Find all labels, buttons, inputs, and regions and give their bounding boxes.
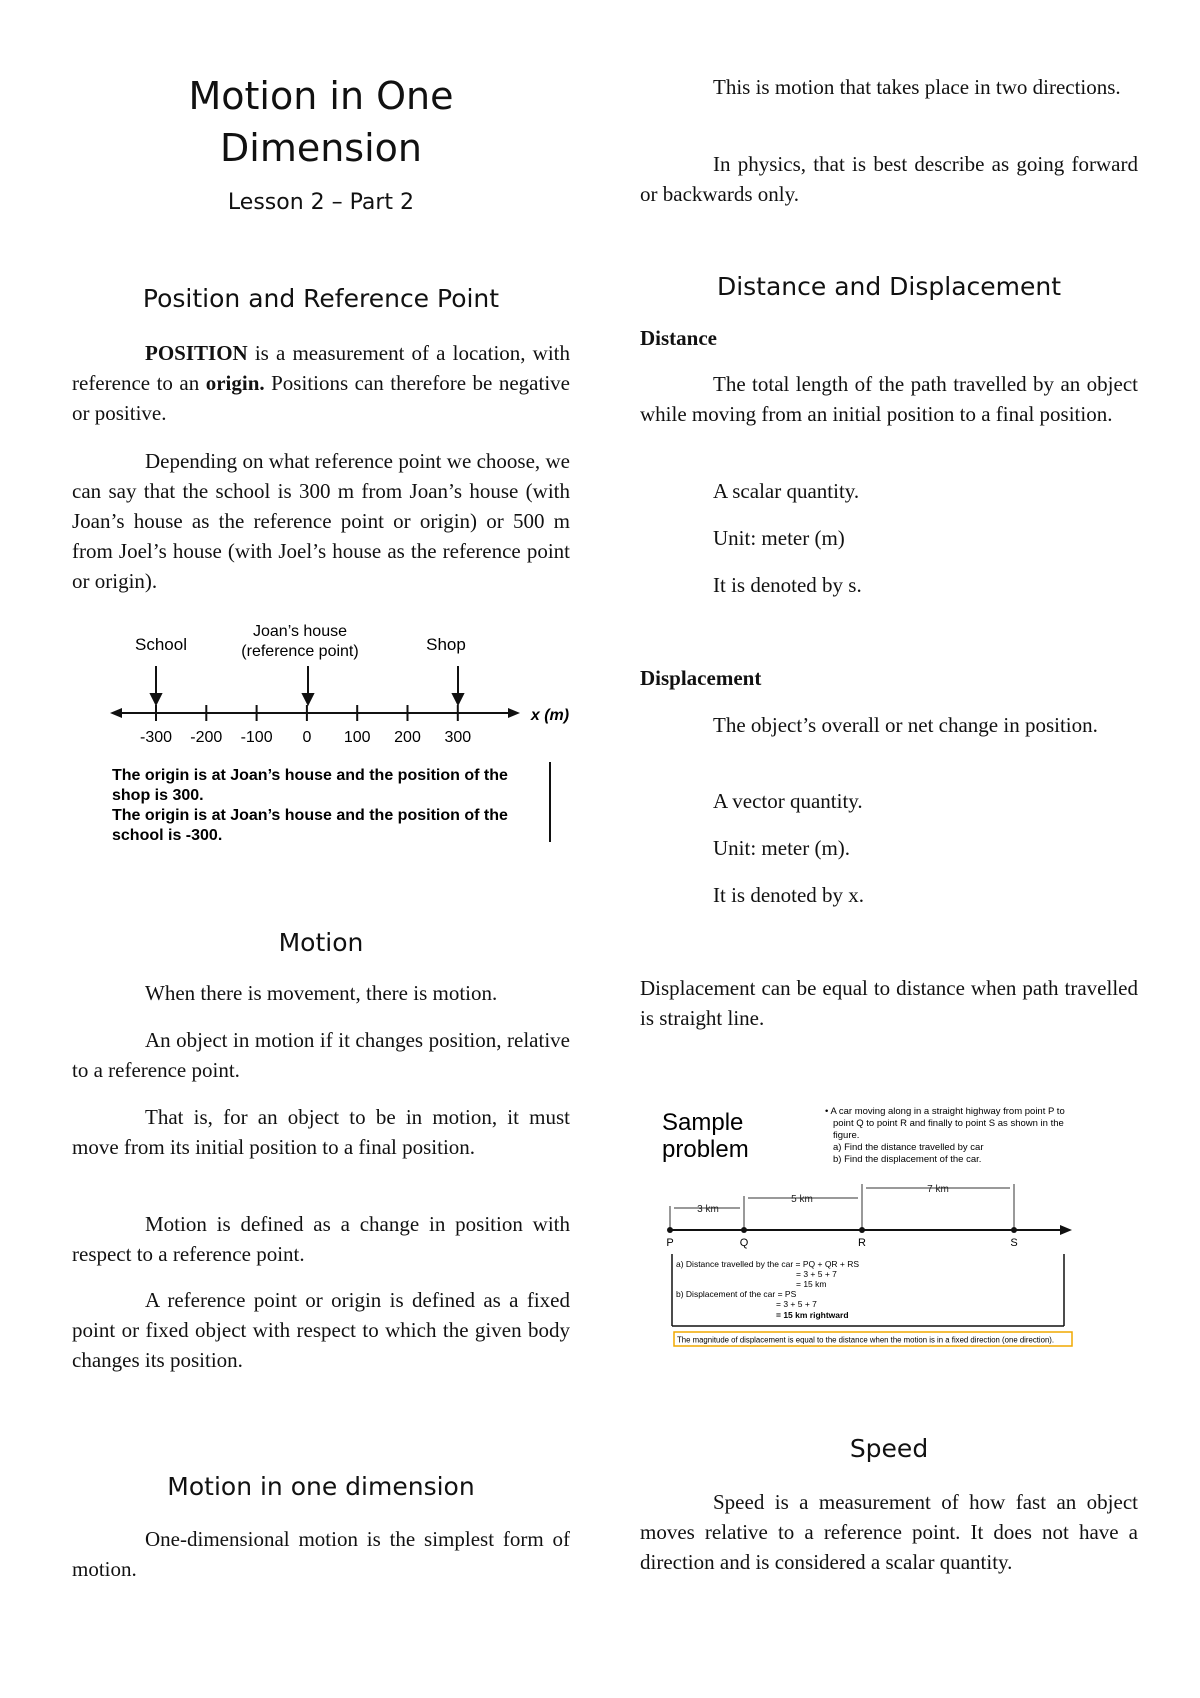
solution-b: b) Displacement of the car = PS: [676, 1289, 797, 1299]
displacement-note: Displacement can be equal to distance when path travelled is straight line.: [640, 976, 1138, 1030]
solution-b-step3: = 15 km rightward: [776, 1310, 849, 1320]
displacement-definition: The object’s overall or net change in position.: [713, 713, 1098, 737]
point-s-dot: [1011, 1227, 1017, 1233]
solution-a-step3: = 15 km: [796, 1279, 827, 1289]
distance-label: Distance: [640, 326, 717, 350]
distance-scalar: A scalar quantity.: [713, 479, 860, 503]
position-markers: [151, 666, 463, 704]
caption-line2: shop is 300.: [112, 787, 204, 804]
page-title: [72, 70, 570, 174]
label-shop: Shop: [426, 635, 466, 654]
distance-displacement-heading: Distance and Displacement: [716, 272, 1062, 301]
number-line-figure: [92, 620, 612, 850]
axis-arrow-left: [110, 708, 122, 718]
point-p: P: [666, 1237, 674, 1249]
label-5km: 5 km: [791, 1194, 813, 1205]
position-text-b: Positions can therefore be negative or positive.: [72, 371, 570, 425]
sample-problem-figure: [660, 1100, 1080, 1360]
tick-label: 300: [444, 729, 472, 746]
position-paragraph-2: Depending on what reference point we choose, we can say that the school is 300 m from Joan’s house (with Joan’s house as the reference point or origin) or 500 m from Joel’s house (with Joel’s house as the reference point or origin).: [72, 449, 570, 593]
motion-paragraph-2: An object in motion if it changes position, relative to a reference point.: [72, 1028, 570, 1082]
speed-heading: Speed: [849, 1434, 929, 1463]
point-p-dot: [667, 1227, 673, 1233]
task-line4: a) Find the distance travelled by car: [833, 1142, 984, 1153]
dimension-lines: [670, 1184, 1014, 1228]
joan-marker-head: [303, 694, 313, 704]
motion-paragraph-3: That is, for an object to be in motion, it must move from its initial position to a final position.: [72, 1105, 570, 1159]
shop-marker-head: [453, 694, 463, 704]
page-subtitle: Lesson 2 – Part 2: [227, 190, 415, 215]
tick-label: 100: [343, 729, 371, 746]
label-school: School: [135, 635, 187, 654]
distance-unit: Unit: meter (m): [713, 526, 845, 550]
school-marker-head: [151, 694, 161, 704]
label-reference-point: (reference point): [241, 643, 359, 660]
motion-paragraph-4: Motion is defined as a change in position with respect to a reference point.: [72, 1212, 570, 1266]
tick-label: -100: [240, 729, 273, 746]
motion-paragraph-1: When there is movement, there is motion.: [145, 981, 498, 1005]
one-dimension-heading: Motion in one dimension: [167, 1472, 475, 1501]
one-dimension-paragraph-3: In physics, that is best describe as going forward or backwards only.: [640, 152, 1138, 206]
sample-title-line1: Sample: [662, 1109, 744, 1136]
position-text-a: is a measurement of a location, with reference to an: [72, 341, 570, 395]
displacement-vector: A vector quantity.: [713, 789, 863, 813]
point-q-dot: [741, 1227, 747, 1233]
caption-line1: The origin is at Joan’s house and the position of the: [112, 767, 508, 784]
axis-arrow-right: [508, 708, 520, 718]
task-line3: figure.: [833, 1130, 860, 1141]
one-dimension-paragraph-2: This is motion that takes place in two directions.: [713, 75, 1121, 99]
speed-paragraph: Speed is a measurement of how fast an object moves relative to a reference point. It does not have a direction and is considered a scalar quantity.: [640, 1490, 1138, 1574]
caption-line4: school is -300.: [112, 827, 223, 844]
motion-paragraph-5: A reference point or origin is defined as a fixed point or fixed object with respect to which the given body changes its position.: [72, 1288, 570, 1372]
solution-a-step2: = 3 + 5 + 7: [796, 1269, 837, 1279]
solution-b-step2: = 3 + 5 + 7: [776, 1299, 817, 1309]
origin-term: origin.: [205, 371, 265, 395]
distance-definition: The total length of the path travelled by an object while moving from an initial position to a final position.: [640, 372, 1138, 426]
tick-label: 200: [394, 729, 421, 746]
displacement-symbol: It is denoted by x.: [713, 883, 865, 907]
distance-symbol: It is denoted by s.: [713, 573, 862, 597]
task-line5: b) Find the displacement of the car.: [833, 1154, 982, 1165]
task-line1: • A car moving along in a straight highway from point P to: [825, 1106, 1065, 1117]
axis-label: x (m): [530, 707, 570, 724]
displacement-unit: Unit: meter (m).: [713, 836, 851, 860]
displacement-label: Displacement: [640, 666, 762, 690]
position-term: POSITION: [145, 341, 248, 365]
tick-label: -300: [139, 729, 173, 746]
caption-line3: The origin is at Joan’s house and the position of the: [112, 807, 508, 824]
footer-note: The magnitude of displacement is equal to the distance when the motion is in a fixed direction (one direction).: [677, 1335, 1055, 1345]
axis-ticks: [140, 705, 471, 746]
position-heading: Position and Reference Point: [142, 284, 500, 313]
label-3km: 3 km: [697, 1204, 719, 1215]
highway-arrow: [1060, 1225, 1072, 1235]
point-r-dot: [859, 1227, 865, 1233]
page-title-line1: Motion in One: [188, 74, 454, 118]
point-r: R: [858, 1237, 866, 1249]
position-paragraph-1: [72, 338, 570, 428]
sample-title-line2: problem: [662, 1136, 749, 1163]
task-line2: point Q to point R and finally to point S as shown in the: [833, 1118, 1064, 1129]
one-dimension-paragraph-1: One-dimensional motion is the simplest form of motion.: [72, 1527, 570, 1581]
point-s: S: [1010, 1237, 1018, 1249]
tick-label: -200: [190, 729, 223, 746]
label-joans-house: Joan’s house: [253, 623, 347, 640]
point-q: Q: [739, 1237, 749, 1249]
motion-heading: Motion: [278, 928, 364, 957]
label-7km: 7 km: [927, 1184, 949, 1195]
solution-a: a) Distance travelled by the car = PQ + QR + RS: [676, 1259, 860, 1269]
tick-label: 0: [302, 729, 312, 746]
page-title-line2: Dimension: [220, 126, 422, 170]
